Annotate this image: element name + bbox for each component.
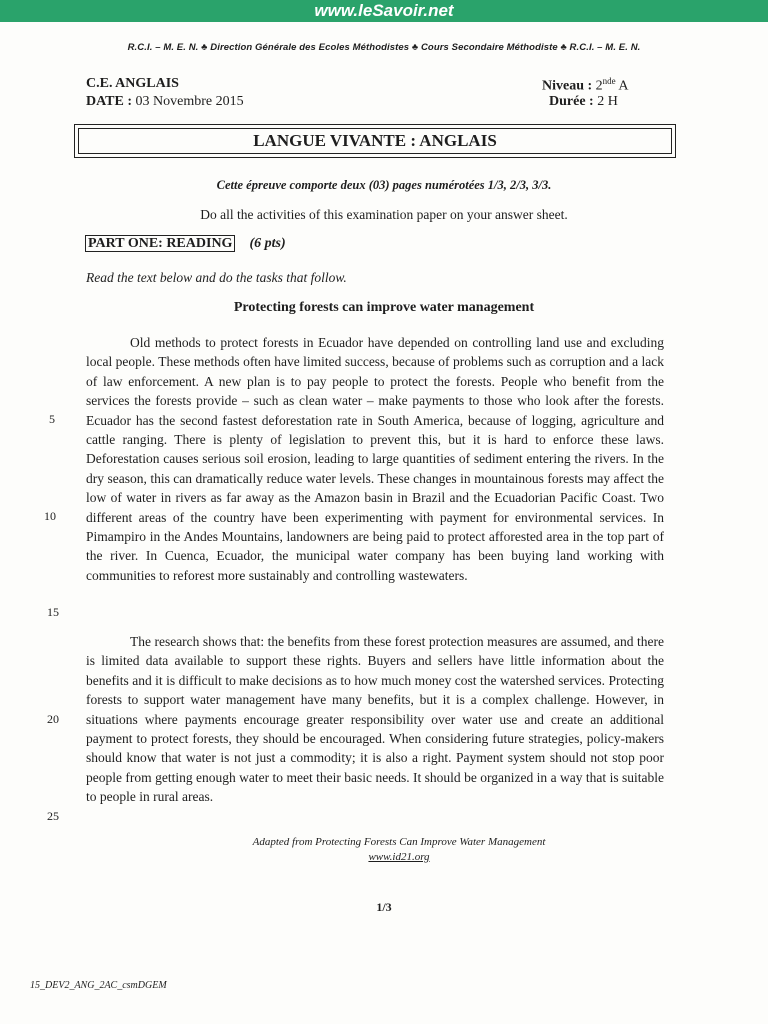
source-url[interactable]: www.id21.org [368, 851, 430, 863]
general-instruction: Do all the activities of this examination paper on your answer sheet. [200, 207, 568, 222]
exam-level [542, 76, 629, 95]
exam-duration [549, 94, 618, 110]
article-paragraph-2: The research shows that: the benefits from these forest protection measures are assumed, and there is limited data available to support these rights. Buyers and sellers have little information about the benefits and it is difficult to make decisions as to how much money cost the watershed services. Protecting forests to support water management have many benefits, but it is a complex challenge. However, in situations where payments encourage greater responsibility over water use and create an additional payment to protect forests, they should be encouraged. When considering future strategies, policy-makers should know that water is not just a commodity; it is also a right. Payment system should not stop poor people from getting enough water to meet their basic needs. It should be organized in a way that is suitable to people in rural areas. [86, 634, 664, 805]
line-number-10: 10 [44, 509, 56, 523]
duration-value: 2 H [597, 94, 618, 109]
date-label: DATE : [86, 94, 133, 109]
line-number-25: 25 [47, 809, 59, 823]
level-label: Niveau : [542, 78, 593, 94]
exam-date [86, 94, 244, 110]
article-paragraph-1: Old methods to protect forests in Ecuador have depended on controlling land use and excluding local people. These methods often have limited success, because of problems such as corruption and a lack of law enforcement. A new plan is to pay people to protect the forests. People who benefit from the services the forests provide – such as clean water – make payments to those who look after the forests. Ecuador has the second fastest deforestation rate in South America, because of logging, agriculture and cattle ranging. There is plenty of legislation to prevent this, but it is hard to enforce these laws. Deforestation causes serious soil erosion, leading to large quantities of sediment entering the rivers. In the dry season, this can dramatically reduce water levels. These changes in mountainous forests may affect the low of water in rivers as far away as the Amazon basin in Brazil and the Ecuadorian Pacific Coast. Two different areas of the country have been experimenting with payment for environmental services. In Pimampiro in the Andes Mountains, landowners are being paid to protect afforested area in the top part of the river. In Cuenca, Ecuador, the municipal water company has been buying land working with communities to reforest more sustainably and controlling wastewaters. [86, 335, 664, 583]
part-one-label: PART ONE: READING [85, 235, 235, 252]
level-sup: nde [602, 76, 616, 86]
part-one-instruction: Read the text below and do the tasks that follow. [86, 270, 347, 285]
part-one-heading [85, 236, 286, 252]
pages-note: Cette épreuve comporte deux (03) pages numérotées 1/3, 2/3, 3/3. [216, 178, 552, 192]
date-value: 03 Novembre 2015 [135, 94, 244, 109]
part-one-points: (6 pts) [249, 236, 286, 251]
page-number: 1/3 [376, 900, 392, 914]
ministry-header: R.C.I. – M. E. N. ♣ Direction Générale des Ecoles Méthodistes ♣ Cours Secondaire Méthodiste ♣ R.C.I. – M. E. N. [127, 42, 641, 53]
duration-label: Durée : [549, 94, 594, 109]
article-title: Protecting forests can improve water management [233, 300, 535, 315]
source-citation: Adapted from Protecting Forests Can Improve Water Management [252, 836, 546, 848]
subject-label: C.E. ANGLAIS [86, 76, 179, 91]
line-number-5: 5 [49, 412, 55, 426]
line-number-20: 20 [47, 712, 59, 726]
site-banner[interactable]: www.leSavoir.net [0, 0, 768, 22]
line-number-15: 15 [47, 605, 59, 619]
title-box [74, 124, 676, 158]
page-title: LANGUE VIVANTE : ANGLAIS [78, 128, 672, 154]
footer-code: 15_DEV2_ANG_2AC_csmDGEM [30, 980, 167, 991]
level-suffix: A [615, 78, 629, 94]
level-value: 2 [595, 78, 603, 94]
